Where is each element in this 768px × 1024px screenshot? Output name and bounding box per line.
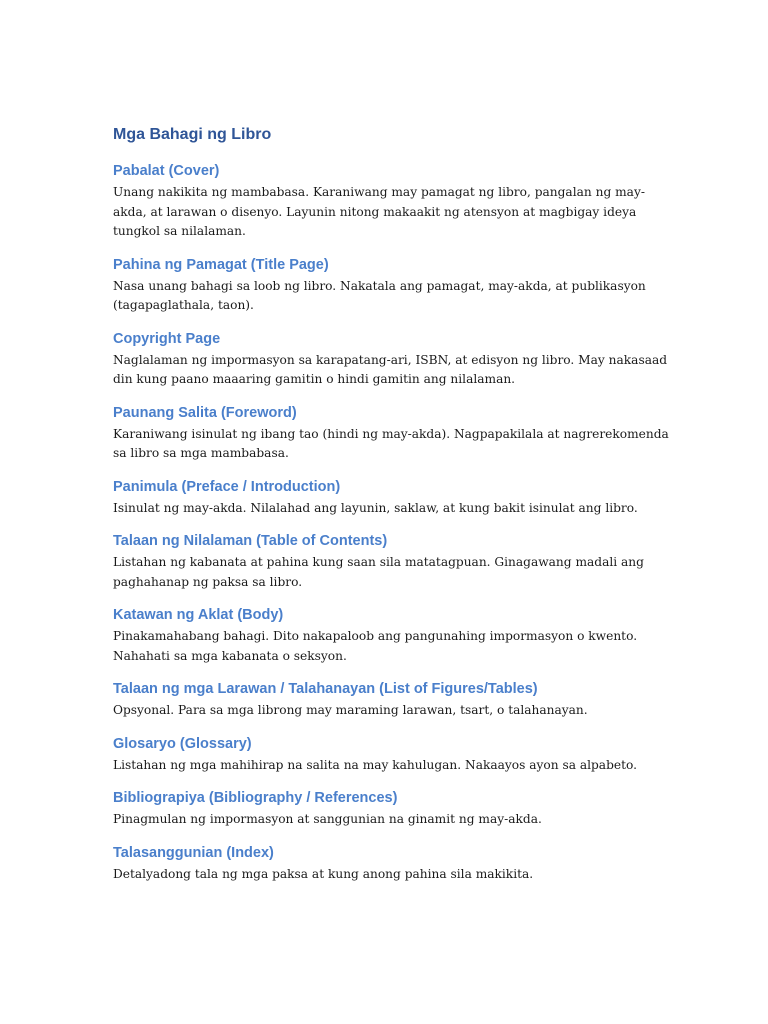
section-body: Pinakamahabang bahagi. Dito nakapaloob ang pangunahing impormasyon o kwento. Nahahati sa mga kabanata o seksyon. — [113, 629, 638, 663]
section-bibliography — [113, 788, 673, 830]
section-list-of-figures — [113, 679, 673, 721]
section-body: Opsyonal. Para sa mga librong may maraming larawan, tsart, o talahanayan. — [113, 703, 588, 717]
section-body-of-book — [113, 605, 673, 666]
section-heading: Talasanggunian (Index) — [113, 844, 274, 861]
section-heading: Katawan ng Aklat (Body) — [113, 607, 284, 623]
section-heading: Talaan ng mga Larawan / Talahanayan (List of Figures/Tables) — [113, 681, 538, 697]
document-title: Mga Bahagi ng Libro — [113, 126, 272, 143]
section-heading: Bibliograpiya (Bibliography / References) — [113, 790, 398, 806]
section-body: Detalyadong tala ng mga paksa at kung anong pahina sila makikita. — [113, 866, 534, 881]
section-glossary — [113, 734, 673, 776]
section-preface — [113, 477, 673, 519]
section-heading: Talaan ng Nilalaman (Table of Contents) — [113, 533, 388, 549]
section-cover — [113, 161, 673, 242]
section-foreword — [113, 403, 673, 464]
section-copyright-page — [113, 329, 673, 390]
section-body: Isinulat ng may-akda. Nilalahad ang layunin, saklaw, at kung bakit isinulat ang libro. — [113, 500, 638, 515]
section-heading: Copyright Page — [113, 330, 221, 347]
section-heading: Glosaryo (Glossary) — [113, 735, 252, 752]
section-body: Pinagmulan ng impormasyon at sanggunian na ginamit ng may-akda. — [113, 812, 542, 826]
section-heading: Panimula (Preface / Introduction) — [113, 478, 341, 495]
section-body: Karaniwang isinulat ng ibang tao (hindi ng may-akda). Nagpapakilala at nagrerekomenda sa libro sa mga mambabasa. — [113, 426, 669, 460]
section-title-page — [113, 255, 673, 316]
section-heading: Pahina ng Pamagat (Title Page) — [113, 256, 329, 273]
section-heading: Pabalat (Cover) — [113, 163, 220, 179]
section-table-of-contents — [113, 531, 673, 592]
section-heading: Paunang Salita (Foreword) — [113, 404, 297, 421]
document-page — [113, 124, 673, 897]
section-body: Naglalaman ng impormasyon sa karapatang-ari, ISBN, at edisyon ng libro. May nakasaad din kung paano maaaring gamitin o hindi gamitin ang nilalaman. — [113, 352, 668, 386]
section-body: Listahan ng kabanata at pahina kung saan sila matatagpuan. Ginagawang madali ang paghahanap ng paksa sa libro. — [113, 555, 644, 589]
section-index — [113, 843, 673, 885]
section-body: Listahan ng mga mahihirap na salita na may kahulugan. Nakaayos ayon sa alpabeto. — [113, 757, 637, 772]
section-body: Unang nakikita ng mambabasa. Karaniwang may pamagat ng libro, pangalan ng may-akda, at larawan o disenyo. Layunin nitong makaakit ng atensyon at magbigay ideya tungkol sa nilalaman. — [113, 185, 645, 238]
section-body: Nasa unang bahagi sa loob ng libro. Nakatala ang pamagat, may-akda, at publikasyon (tagapaglathala, taon). — [113, 278, 646, 312]
